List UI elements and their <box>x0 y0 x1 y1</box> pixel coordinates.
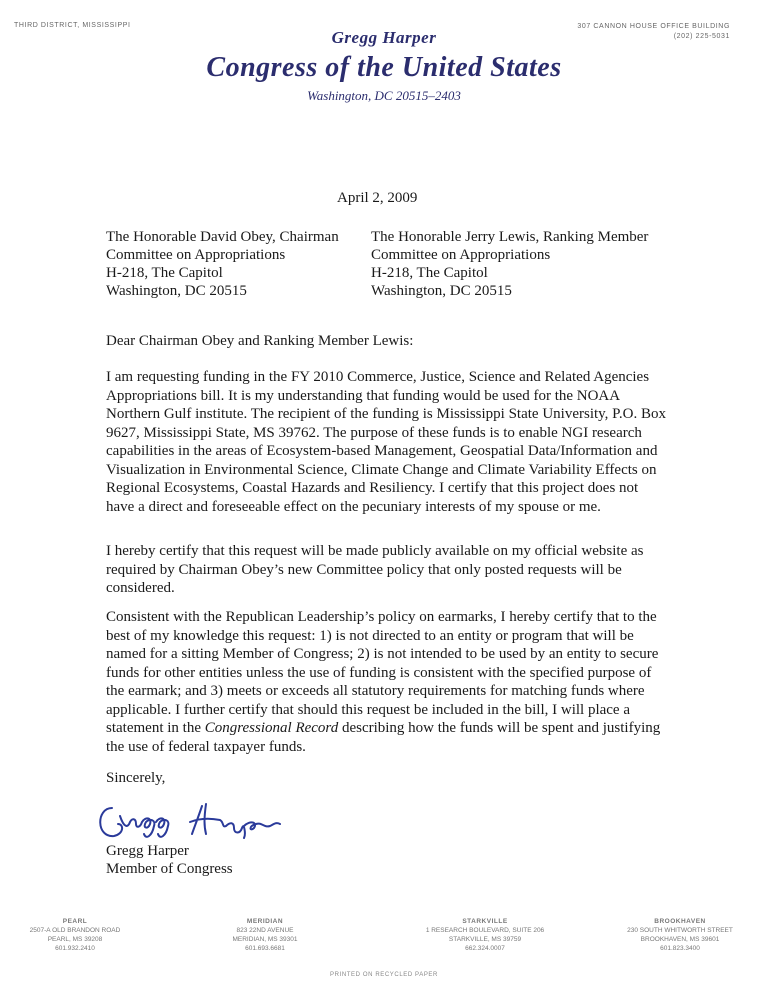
signer-name: Gregg Harper <box>106 843 189 859</box>
paragraph-text: I hereby certify that this request will be made publicly available on my official website as required by Chairman Obey’s new Committee policy that only posted requests will be considered. <box>106 543 644 596</box>
letterhead <box>0 28 768 104</box>
letterhead-congress: Congress of the United States <box>206 52 562 83</box>
paragraph-text <box>106 608 666 756</box>
letter-date: April 2, 2009 <box>337 190 418 206</box>
congressional-record-title: Congressional Record <box>204 720 339 736</box>
handwritten-signature <box>94 794 294 844</box>
office-line: 1 RESEARCH BOULEVARD, SUITE 206 <box>425 927 545 934</box>
district-label: THIRD DISTRICT, MISSISSIPPI <box>14 22 131 29</box>
recycled-paper-note: PRINTED ON RECYCLED PAPER <box>330 972 438 978</box>
salutation: Dear Chairman Obey and Ranking Member Lewis: <box>106 333 414 349</box>
office-line: 230 SOUTH WHITWORTH STREET <box>627 927 733 934</box>
recipient-address-left <box>106 228 339 300</box>
office-line: 601.693.6681 <box>245 945 285 952</box>
office-line: PEARL, MS 39208 <box>47 936 103 943</box>
dc-office-line: 307 CANNON HOUSE OFFICE BUILDING <box>577 23 730 30</box>
office-starkville <box>385 917 585 953</box>
office-line: 662.324.0007 <box>465 945 505 952</box>
office-line: 823 22ND AVENUE <box>236 927 294 934</box>
office-pearl <box>0 917 150 953</box>
office-name: STARKVILLE <box>462 918 508 925</box>
office-meridian <box>190 917 340 953</box>
office-line: STARKVILLE, MS 39759 <box>448 936 522 943</box>
address-line: Committee on Appropriations <box>106 247 286 263</box>
paragraph-text-part: describing how the funds will be spent and justifying the use of federal taxpayer funds. <box>106 720 661 755</box>
body-paragraph-request <box>106 368 666 516</box>
office-name: PEARL <box>62 918 88 925</box>
body-paragraph-certify-website <box>106 542 666 598</box>
letterhead-name: Gregg Harper <box>331 28 437 47</box>
address-line: The Honorable David Obey, Chairman <box>106 229 339 245</box>
address-line: H-218, The Capitol <box>371 265 488 281</box>
address-line: H-218, The Capitol <box>106 265 223 281</box>
paragraph-text: I am requesting funding in the FY 2010 Commerce, Justice, Science and Related Agencies Appropriations bill. It is my understanding that funding would be used for the NOAA Northern Gulf institute. The recipient of the funding is Mississippi State University, P.O. Box 9627, Mississippi State, MS 39762. The purpose of these funds is to enable NGI research capabilities in the areas of Ecosystem-based Management, Geospatial Data/Information and Visualization in Environmental Science, Climate Change and Climate Variability Effects on Regional Ecosystems, Coastal Hazards and Resiliency. I certify that this project does not have a direct and foreseeable effect on the pecuniary interests of my spouse or me. <box>106 369 666 515</box>
closing: Sincerely, <box>106 770 166 786</box>
office-name: MERIDIAN <box>246 918 284 925</box>
dc-office-phone: (202) 225-5031 <box>673 33 730 40</box>
office-line: BROOKHAVEN, MS 39601 <box>640 936 720 943</box>
office-brookhaven <box>585 917 768 953</box>
footer-offices <box>0 917 768 977</box>
office-line: MERIDIAN, MS 39301 <box>232 936 298 943</box>
letterhead-city: Washington, DC 20515–2403 <box>307 88 461 103</box>
office-line: 2507-A OLD BRANDON ROAD <box>29 927 121 934</box>
paragraph-text-part: Consistent with the Republican Leadership’s policy on earmarks, I hereby certify that to the best of my knowledge this request: 1) is not directed to an entity or program that will be named for a sitting Member of Congress; 2) is not intended to be used by an entity to secure funds for other entities unless the use of funding is consistent with the specified purpose of the earmark; and 3) meets or exceeds all statutory requirements for matching funds where applicable. I further certify that should this request be included in the bill, I will place a statement in the <box>106 609 659 736</box>
body-paragraph-earmark-policy <box>106 608 666 756</box>
office-name: BROOKHAVEN <box>654 918 706 925</box>
address-line: Washington, DC 20515 <box>371 283 512 299</box>
office-line: 601.823.3400 <box>660 945 700 952</box>
address-line: The Honorable Jerry Lewis, Ranking Member <box>371 229 649 245</box>
address-line: Committee on Appropriations <box>371 247 551 263</box>
office-line: 601.932.2410 <box>55 945 95 952</box>
signer-block <box>106 842 233 878</box>
signer-title: Member of Congress <box>106 861 233 877</box>
address-line: Washington, DC 20515 <box>106 283 247 299</box>
recipient-address-right <box>371 228 648 300</box>
